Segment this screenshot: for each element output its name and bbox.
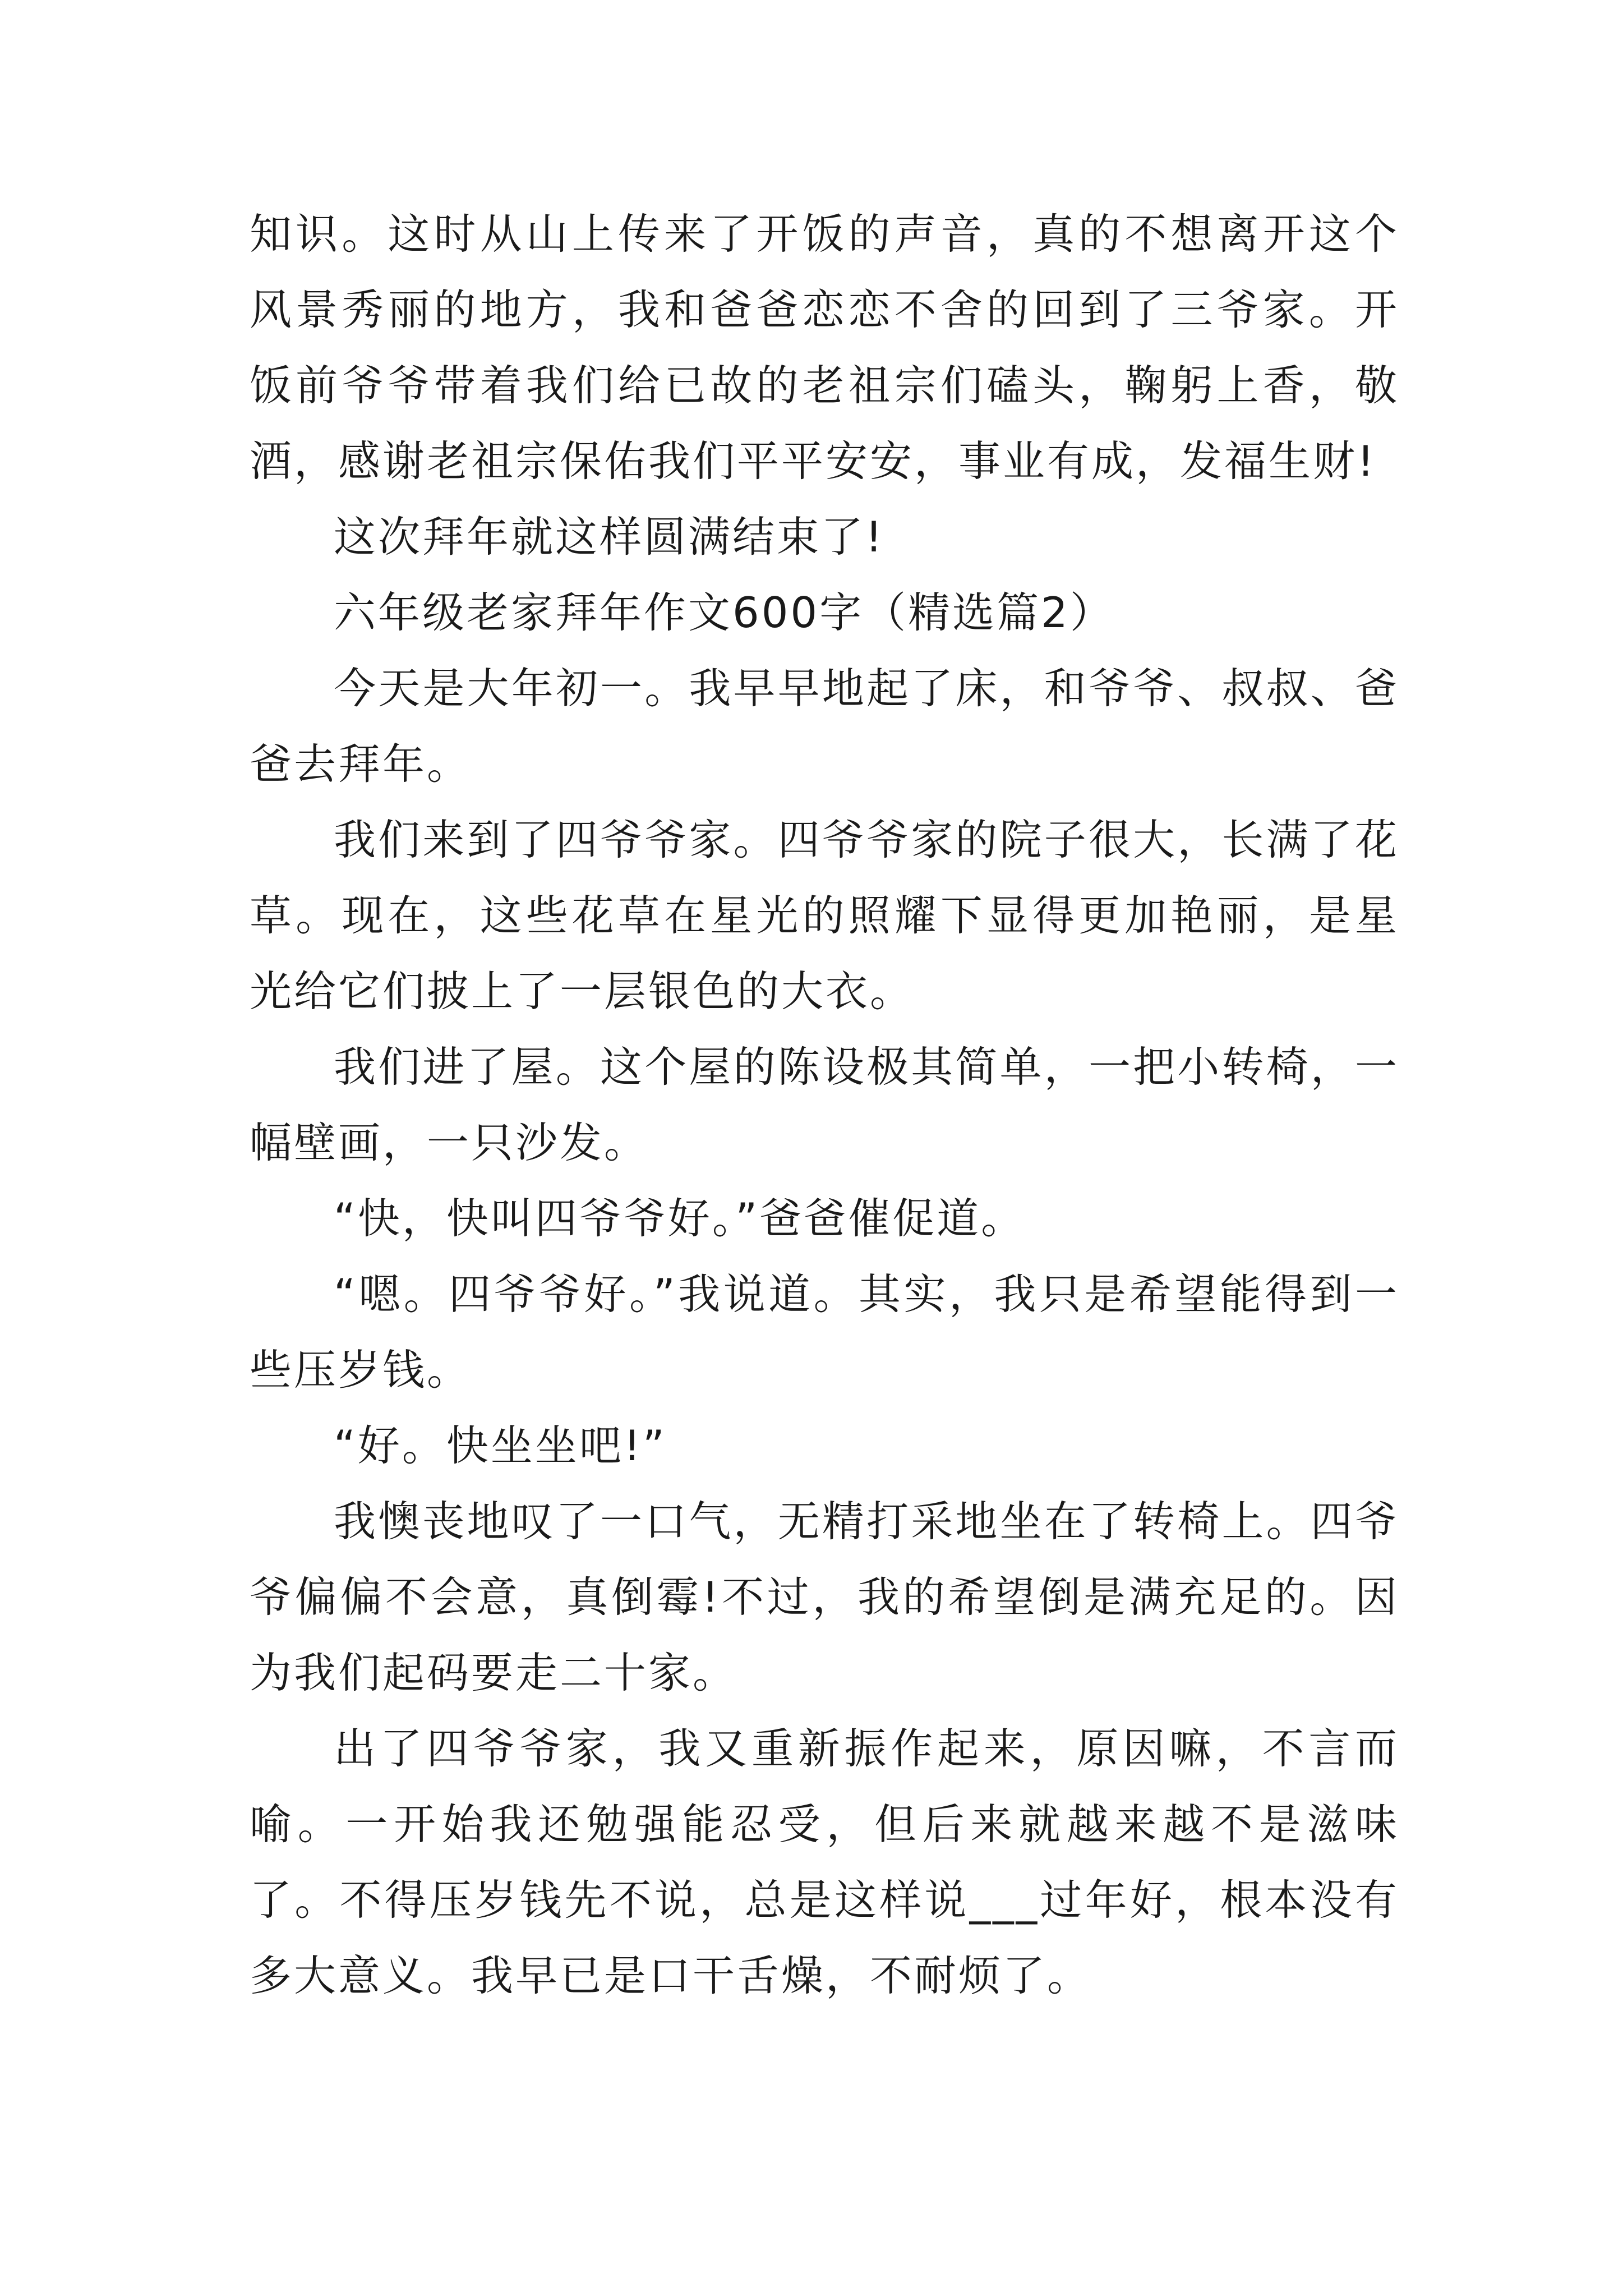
paragraph-4: 今天是大年初一。我早早地起了床，和爷爷、叔叔、爸爸去拜年。 [250, 664, 1399, 789]
paragraph-2: 这次拜年就这样圆满结束了! [334, 512, 885, 562]
paragraph-6: 我们进了屋。这个屋的陈设极其简单，一把小转椅，一幅壁画，一只沙发。 [250, 1042, 1399, 1167]
paragraph-9: “好。快坐坐吧!” [334, 1421, 667, 1470]
section-heading: 六年级老家拜年作文600字（精选篇2） [334, 588, 1114, 637]
paragraph-5: 我们来到了四爷爷家。四爷爷家的院子很大，长满了花草。现在，这些花草在星光的照耀下显得更加艳丽，是星光给它们披上了一层银色的大衣。 [250, 815, 1399, 1016]
paragraph-7: “快，快叫四爷爷好。”爸爸催促道。 [334, 1194, 1026, 1243]
paragraph-10: 我懊丧地叹了一口气，无精打采地坐在了转椅上。四爷爷偏偏不会意，真倒霉!不过，我的希望倒是满充足的。因为我们起码要走二十家。 [250, 1497, 1399, 1697]
paragraph-1: 知识。这时从山上传来了开饭的声音，真的不想离开这个风景秀丽的地方，我和爸爸恋恋不舍的回到了三爷家。开饭前爷爷带着我们给已故的老祖宗们磕头，鞠躬上香，敬酒，感谢老祖宗保佑我们平平安安，事业有成，发福生财! [250, 209, 1399, 486]
document-body [250, 196, 1399, 2014]
paragraph-8: “嗯。四爷爷好。”我说道。其实，我只是希望能得到一些压岁钱。 [250, 1269, 1399, 1395]
paragraph-11: 出了四爷爷家，我又重新振作起来，原因嘛，不言而喻。一开始我还勉强能忍受，但后来就越来越不是滋味了。不得压岁钱先不说，总是这样说___过年好，根本没有多大意义。我早已是口干舌燥，不耐烦了。 [250, 1724, 1399, 2000]
